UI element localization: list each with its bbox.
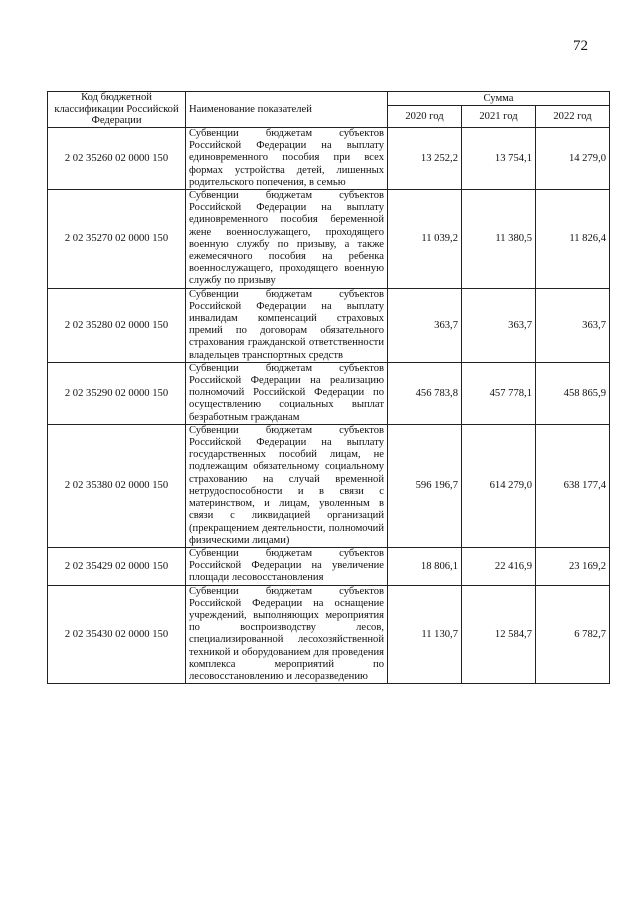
row-code: 2 02 35260 02 0000 150 <box>48 128 186 190</box>
header-year-2022: 2022 год <box>536 106 610 128</box>
row-value-2020: 363,7 <box>388 288 462 362</box>
row-code: 2 02 35280 02 0000 150 <box>48 288 186 362</box>
budget-table <box>47 91 610 684</box>
row-code: 2 02 35270 02 0000 150 <box>48 190 186 289</box>
table-row <box>48 288 610 362</box>
row-code: 2 02 35290 02 0000 150 <box>48 362 186 424</box>
row-name: Субвенции бюджетам субъектов Российской Федерации на выплату единовременного пособия при всех формах устройства детей, лишенных родительского попечения, в семью <box>186 128 388 190</box>
table-row <box>48 585 610 684</box>
row-value-2021: 22 416,9 <box>462 547 536 585</box>
table-row <box>48 547 610 585</box>
page-number: 72 <box>573 38 588 54</box>
row-value-2021: 13 754,1 <box>462 128 536 190</box>
row-value-2020: 18 806,1 <box>388 547 462 585</box>
row-value-2021: 11 380,5 <box>462 190 536 289</box>
row-value-2021: 363,7 <box>462 288 536 362</box>
header-year-2020: 2020 год <box>388 106 462 128</box>
row-value-2021: 614 279,0 <box>462 424 536 547</box>
row-value-2022: 458 865,9 <box>536 362 610 424</box>
table-row <box>48 362 610 424</box>
row-value-2020: 456 783,8 <box>388 362 462 424</box>
row-value-2022: 363,7 <box>536 288 610 362</box>
table-row <box>48 424 610 547</box>
row-name: Субвенции бюджетам субъектов Российской Федерации на выплату инвалидам компенсаций страховых премий по договорам обязательного страхования гражданской ответственности владельцев транспортных средств <box>186 288 388 362</box>
row-name: Субвенции бюджетам субъектов Российской Федерации на выплату единовременного пособия беременной жене военнослужащего, проходящего военную службу по призыву, а также ежемесячного пособия на ребенка военнослужащего, проходящего военную службу по призыву <box>186 190 388 289</box>
row-value-2021: 457 778,1 <box>462 362 536 424</box>
row-value-2022: 6 782,7 <box>536 585 610 684</box>
row-value-2022: 11 826,4 <box>536 190 610 289</box>
header-row-top <box>48 92 610 106</box>
row-value-2022: 14 279,0 <box>536 128 610 190</box>
row-name: Субвенции бюджетам субъектов Российской Федерации на реализацию полномочий Российской Федерации по осуществлению социальных выплат безработным гражданам <box>186 362 388 424</box>
row-value-2021: 12 584,7 <box>462 585 536 684</box>
row-name: Субвенции бюджетам субъектов Российской Федерации на увеличение площади лесовосстановления <box>186 547 388 585</box>
row-name: Субвенции бюджетам субъектов Российской Федерации на оснащение учреждений, выполняющих мероприятия по воспроизводству лесов, специализированной лесохозяйственной техникой и оборудованием для проведения комплекса мероприятий по лесовосстановлению и лесоразведению <box>186 585 388 684</box>
row-value-2020: 596 196,7 <box>388 424 462 547</box>
header-code: Код бюджетной классификации Российской Федерации <box>48 92 186 128</box>
row-code: 2 02 35380 02 0000 150 <box>48 424 186 547</box>
header-sum: Сумма <box>388 92 610 106</box>
row-value-2022: 23 169,2 <box>536 547 610 585</box>
row-code: 2 02 35429 02 0000 150 <box>48 547 186 585</box>
row-value-2020: 11 130,7 <box>388 585 462 684</box>
header-name: Наименование показателей <box>186 92 388 128</box>
table-row <box>48 128 610 190</box>
header-year-2021: 2021 год <box>462 106 536 128</box>
row-name: Субвенции бюджетам субъектов Российской Федерации на выплату государственных пособий лицам, не подлежащим обязательному социальному страхованию на случай временной нетрудоспособности и в связи с материнством, и лицам, уволенным в связи с ликвидацией организаций (прекращением деятельности, полномочий физическими лицами) <box>186 424 388 547</box>
row-code: 2 02 35430 02 0000 150 <box>48 585 186 684</box>
row-value-2022: 638 177,4 <box>536 424 610 547</box>
row-value-2020: 11 039,2 <box>388 190 462 289</box>
table-row <box>48 190 610 289</box>
row-value-2020: 13 252,2 <box>388 128 462 190</box>
